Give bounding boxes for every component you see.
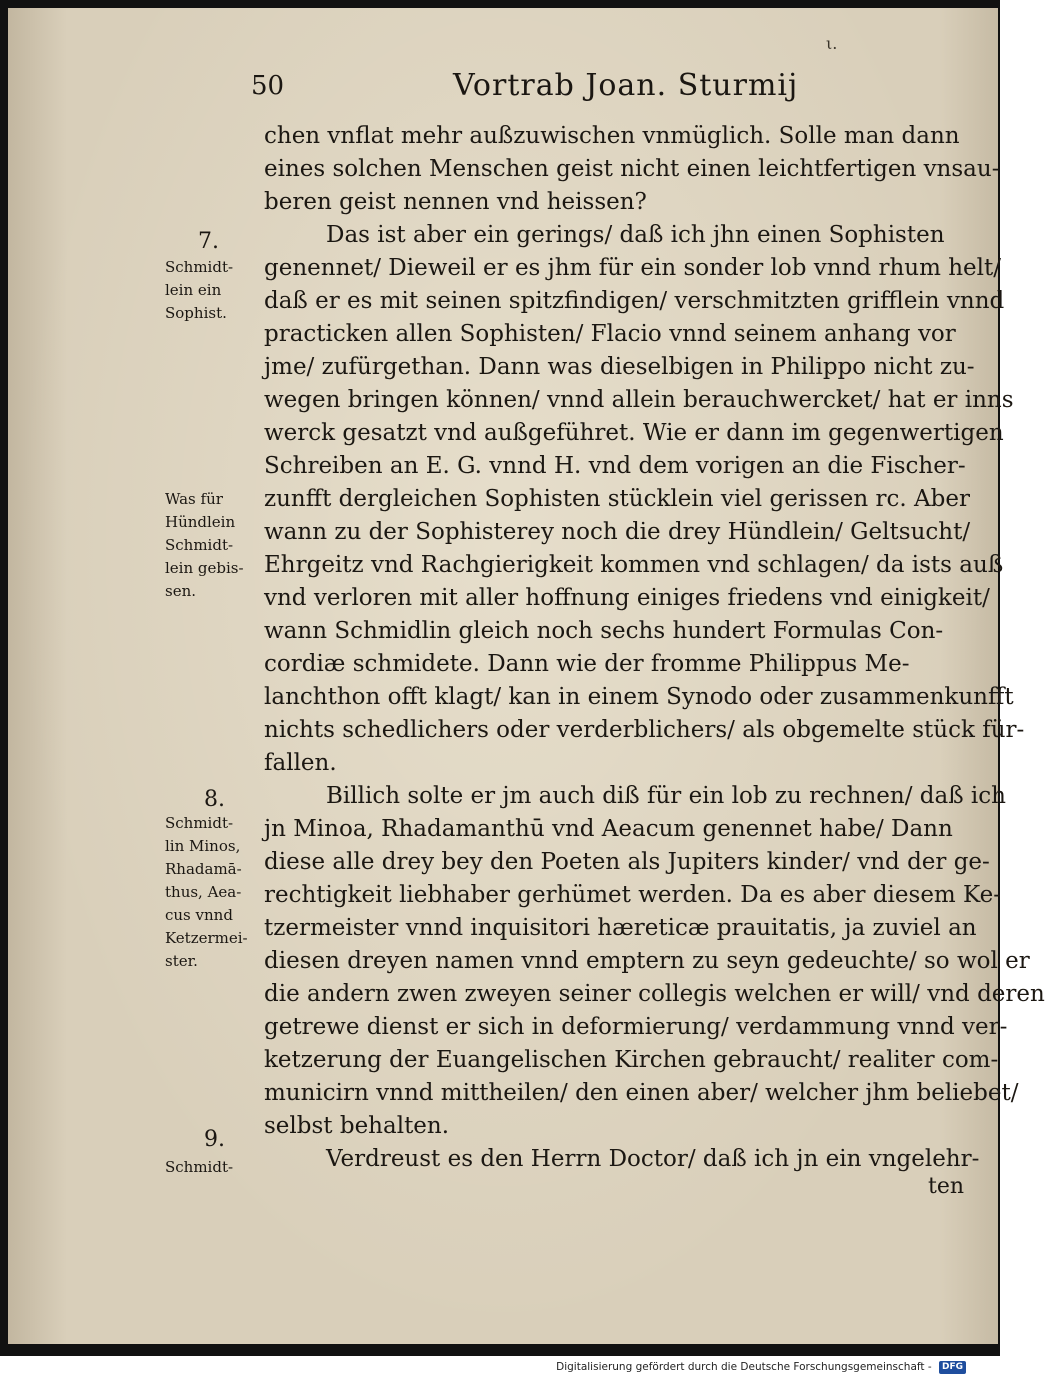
book-page	[8, 8, 1045, 1344]
text-line: vnd verloren mit aller hoffnung einiges friedens vnd einigkeit/	[264, 585, 990, 611]
margin-note-9: Schmidt-	[165, 1158, 234, 1176]
text-line: zunfft dergleichen Sophisten stücklein viel gerissen rc. Aber	[264, 486, 970, 512]
text-line: Billich solte er jm auch diß für ein lob zu rechnen/ daß ich	[326, 783, 1006, 809]
margin-note-hundlein: Was für Hündlein Schmidt- lein gebis- sen.	[165, 490, 244, 600]
text-line: rechtigkeit liebhaber gerhümet werden. Da es aber diesem Ke-	[264, 882, 1001, 908]
text-line: eines solchen Menschen geist nicht einen leichtfertigen vnsau-	[264, 156, 1000, 182]
text-line: genennet/ Dieweil er es jhm für ein sonder lob vnnd rhum helt/	[264, 255, 1001, 281]
margin-number-7: 7.	[198, 229, 219, 254]
page-number: 50	[251, 71, 285, 101]
text-line: getrewe dienst er sich in deformierung/ verdammung vnnd ver-	[264, 1014, 1008, 1040]
text-line: municirn vnnd mittheilen/ den einen aber/ welcher jhm beliebet/	[264, 1080, 1019, 1106]
text-line: chen vnflat mehr außzuwischen vnmüglich. Solle man dann	[264, 123, 960, 149]
margin-number-9: 9.	[204, 1127, 225, 1152]
text-line: Verdreust es den Herrn Doctor/ daß ich jn ein vngelehr-	[326, 1146, 980, 1172]
text-line: wegen bringen können/ vnnd allein berauchwercket/ hat er inns	[264, 387, 1014, 413]
text-line: wann zu der Sophisterey noch die drey Hündlein/ Geltsucht/	[264, 519, 971, 545]
corner-mark: ι.	[826, 34, 838, 53]
text-line: selbst behalten.	[264, 1113, 450, 1139]
footer-credit	[556, 1358, 966, 1376]
text-line: ketzerung der Euangelischen Kirchen gebraucht/ realiter com-	[264, 1047, 999, 1073]
text-line: Ehrgeitz vnd Rachgierigkeit kommen vnd schlagen/ da ists auß	[264, 552, 1004, 578]
text-line: Schreiben an E. G. vnnd H. vnd dem vorigen an die Fischer-	[264, 453, 966, 479]
text-line: diesen dreyen namen vnnd emptern zu seyn gedeuchte/ so wol er	[264, 948, 1030, 974]
running-head: Vortrab Joan. Sturmij	[453, 68, 799, 103]
text-line: werck gesatzt vnd außgeführet. Wie er dann im gegenwertigen	[264, 420, 1004, 446]
text-line: diese alle drey bey den Poeten als Jupiters kinder/ vnd der ge-	[264, 849, 990, 875]
text-line: jme/ zufürgethan. Dann was dieselbigen in Philippo nicht zu-	[264, 354, 975, 380]
text-line: beren geist nennen vnd heissen?	[264, 189, 647, 215]
text-line: lanchthon offt klagt/ kan in einem Synodo oder zusammenkunfft	[264, 684, 1014, 710]
text-line: nichts schedlichers oder verderblichers/ als obgemelte stück für-	[264, 717, 1025, 743]
dfg-logo-icon: DFG	[939, 1361, 966, 1374]
text-line: fallen.	[264, 750, 337, 776]
footer-text: Digitalisierung gefördert durch die Deutsche Forschungsgemeinschaft -	[556, 1361, 932, 1373]
text-line: jn Minoa, Rhadamanthū vnd Aeacum genennet habe/ Dann	[264, 816, 953, 842]
catchword: ten	[928, 1174, 965, 1199]
text-line: wann Schmidlin gleich noch sechs hundert Formulas Con-	[264, 618, 944, 644]
margin-note-minos: Schmidt- lin Minos, Rhadamā- thus, Aea- cus vnnd Ketzermei- ster.	[165, 814, 248, 970]
text-line: die andern zwen zweyen seiner collegis welchen er will/ vnd deren	[264, 981, 1045, 1007]
text-line: cordiæ schmidete. Dann wie der fromme Philippus Me-	[264, 651, 910, 677]
text-line: practicken allen Sophisten/ Flacio vnnd seinem anhang vor	[264, 321, 956, 347]
text-line: daß er es mit seinen spitzfindigen/ verschmitzten grifflein vnnd	[264, 288, 1005, 314]
margin-note-sophist: Schmidt- lein ein Sophist.	[165, 258, 234, 322]
text-line: Das ist aber ein gerings/ daß ich jhn einen Sophisten	[326, 222, 945, 248]
text-line: tzermeister vnnd inquisitori hæreticæ prauitatis, ja zuviel an	[264, 915, 977, 941]
margin-number-8: 8.	[204, 787, 225, 812]
